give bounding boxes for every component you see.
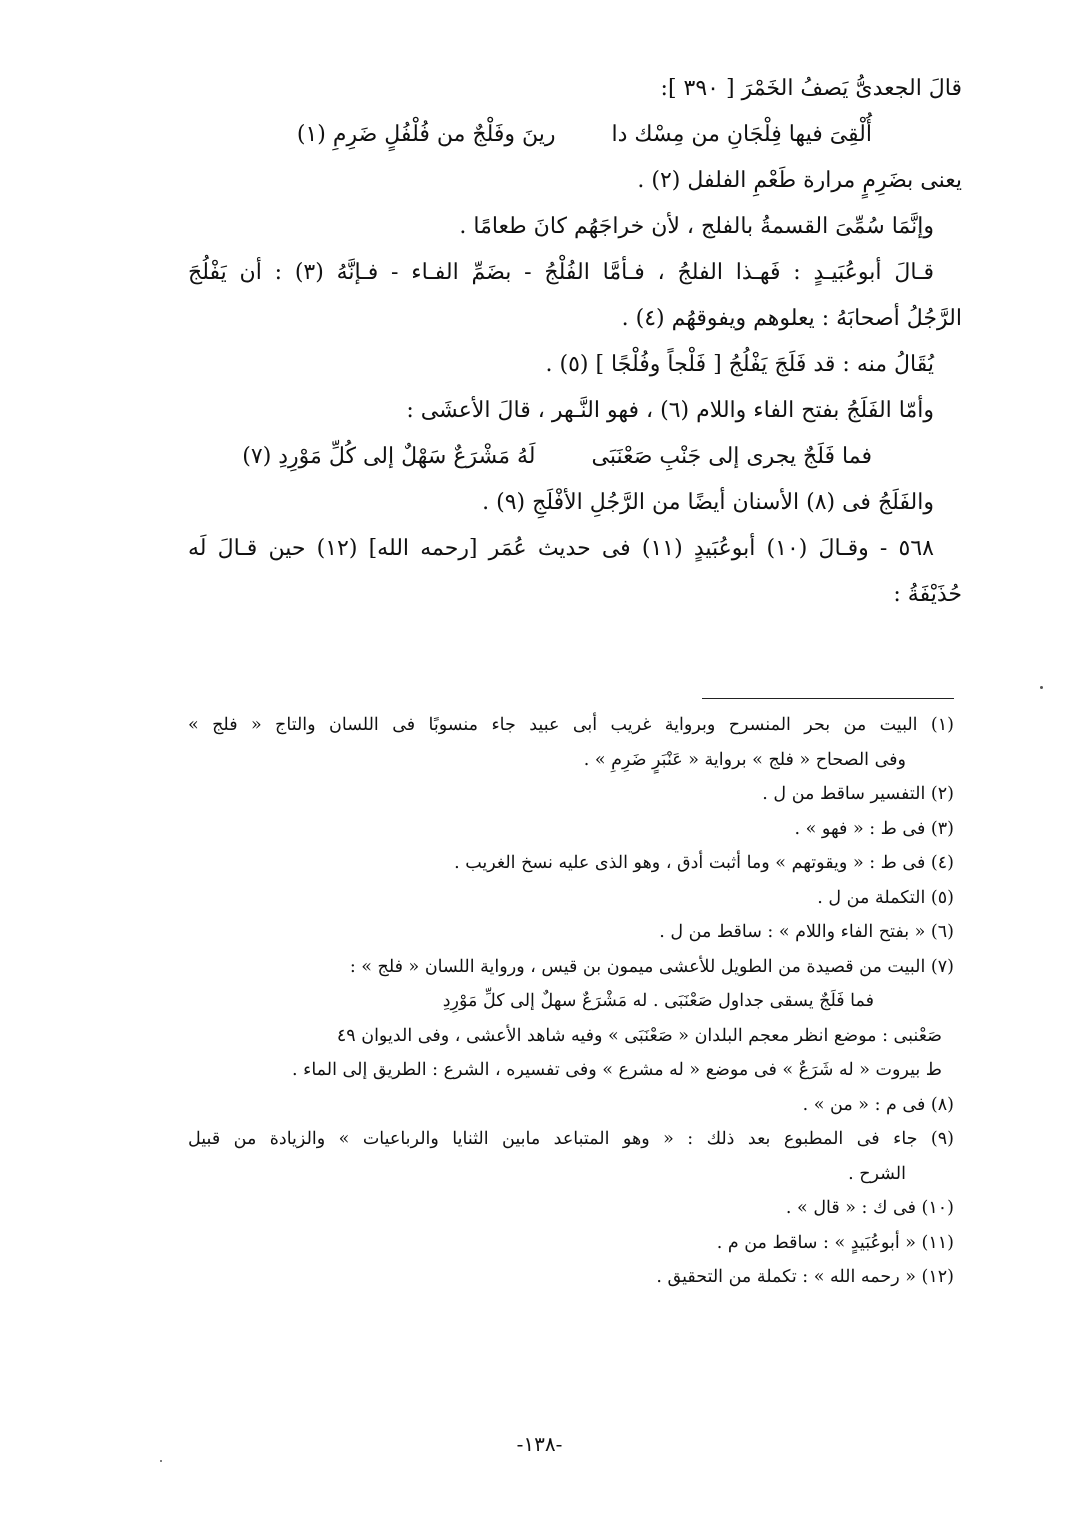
verse-line xyxy=(188,112,962,158)
text-line: والفَلَجُ فى (٨) الأسنان أيضًا من الرَّجُلِ الأفْلَجِ (٩) . xyxy=(482,490,934,515)
text-line: قـالَ أبوعُبَيـدٍ : فَهـذا الفلجُ ، فـأمَّا الفُلْجُ - بضَمِّ الفـاء - فـإنَّهُ (٣) : أن يَفْلُجَ xyxy=(188,260,934,285)
main-text xyxy=(188,66,962,618)
verse-hemistich-first: أُلْقِىَ فيها فِلْجَانِ من مِسْك دا xyxy=(611,122,872,147)
footnote-line: (٢) التفسير ساقط من ل . xyxy=(762,784,954,804)
footnote-line: (١٠) فى ك : « قال » . xyxy=(785,1198,954,1218)
footnote-separator xyxy=(702,698,954,699)
text-line: وأمّا الفَلَجُ بفتح الفاء واللام (٦) ، فهو النَّـهر ، قالَ الأعشَى : xyxy=(406,398,934,423)
footnote-line: الشرح . xyxy=(848,1163,906,1184)
footnote-line: (١١) « أبوعُبَيدٍ » : ساقط من م . xyxy=(716,1232,954,1253)
footnote-line: (٣) فى ط : « فهو » . xyxy=(794,818,954,839)
footnotes xyxy=(188,708,954,1295)
footnote-line: (٥) التكملة من ل . xyxy=(817,887,954,908)
page-number: -١٣٨- xyxy=(516,1432,563,1456)
footnote-line: (٧) البيت من قصيدة من الطويل للأعشى ميمون بن قيس ، ورواية اللسان « فلج » : xyxy=(349,956,954,977)
footnote-line: (٤) فى ط : « ويقوتهم » وما أثبت أدق ، وهو الذى عليه نسخ الغريب . xyxy=(454,853,954,873)
text-line: حُذَيْفَةُ : xyxy=(893,582,962,607)
footnote-line: ط بيروت « له شَرَعٌ » فى موضع « له مشرع » وفى تفسيره ، الشرع : الطريق إلى الماء . xyxy=(292,1060,942,1080)
text-line: وإنَّمَا سُمِّىَ القسمةُ بالفلج ، لأن خراجَهُم كانَ طعامًا . xyxy=(459,214,934,239)
footnote-line: (٦) « بفتح الفاء واللام » : ساقط من ل . xyxy=(659,922,954,942)
text-line: الرَّجُلُ أصحابَهُ : يعلوهم ويفوقهُم (٤) . xyxy=(621,306,962,331)
footnote-line: وفى الصحاح « فلج » برواية « عَنْبَرٍ ضَرِمِ » . xyxy=(583,749,906,770)
text-line: قالَ الجعدىُّ يَصفُ الخَمْرَ [ ٣٩٠ ]: xyxy=(660,76,962,101)
footnote-verse: فما فَلَجٌ يسقى جداول صَعْنَبَى . له مَشْرَعٌ سهلٌ إلى كلِّ مَوْرِدِ xyxy=(442,991,874,1011)
text-line: يعنى بضَرِمٍ مرارة طَعْمِ الفلفل (٢) . xyxy=(637,168,962,193)
footnote-line: (١) البيت من بحر المنسرح وبرواية غريب أبى عبيد جاء منسوبًا فى اللسان والتاج « فلج » xyxy=(188,715,954,735)
footnote-line: (١٢) « رحمه الله » : تكملة من التحقيق . xyxy=(656,1267,954,1287)
verse-hemistich-second: رينَ وفَلْجٌ من فُلْفُلٍ ضَرِمِ (١) xyxy=(296,122,556,147)
text-line: ٥٦٨ - وقـالَ (١٠) أبوعُبَيدٍ (١١) فى حديث عُمَر [رحمه الله] (١٢) حين قـالَ لَه xyxy=(188,536,934,561)
text-line: يُقَالُ منه : قد فَلَجَ يَفْلُجُ [ فَلْجاً وفُلْجًا ] (٥) . xyxy=(545,352,934,377)
scan-speck xyxy=(160,1460,162,1462)
footnote-line: صَعْنبى : موضع انظر معجم البلدان « صَعْنَبَى » وفيه شاهد الأعشى ، وفى الديوان ٤٩ xyxy=(336,1025,942,1046)
footnote-line: (٩) جاء فى المطبوع بعد ذلك : « وهو المتباعد مابين الثنايا والرباعيات » والزيادة من قبيل xyxy=(188,1129,954,1149)
verse-hemistich-second: لَهُ مَشْرَعٌ سَهْلٌ إلى كُلِّ مَوْرِدِ (٧) xyxy=(242,444,536,469)
verse-hemistich-first: فما فَلَجٌ يجرى إلى جَنْبِ صَعْنَبَى xyxy=(591,444,872,469)
verse-line xyxy=(188,434,962,480)
footnote-line: (٨) فى م : « من » . xyxy=(802,1094,954,1115)
scan-speck xyxy=(1040,686,1043,689)
